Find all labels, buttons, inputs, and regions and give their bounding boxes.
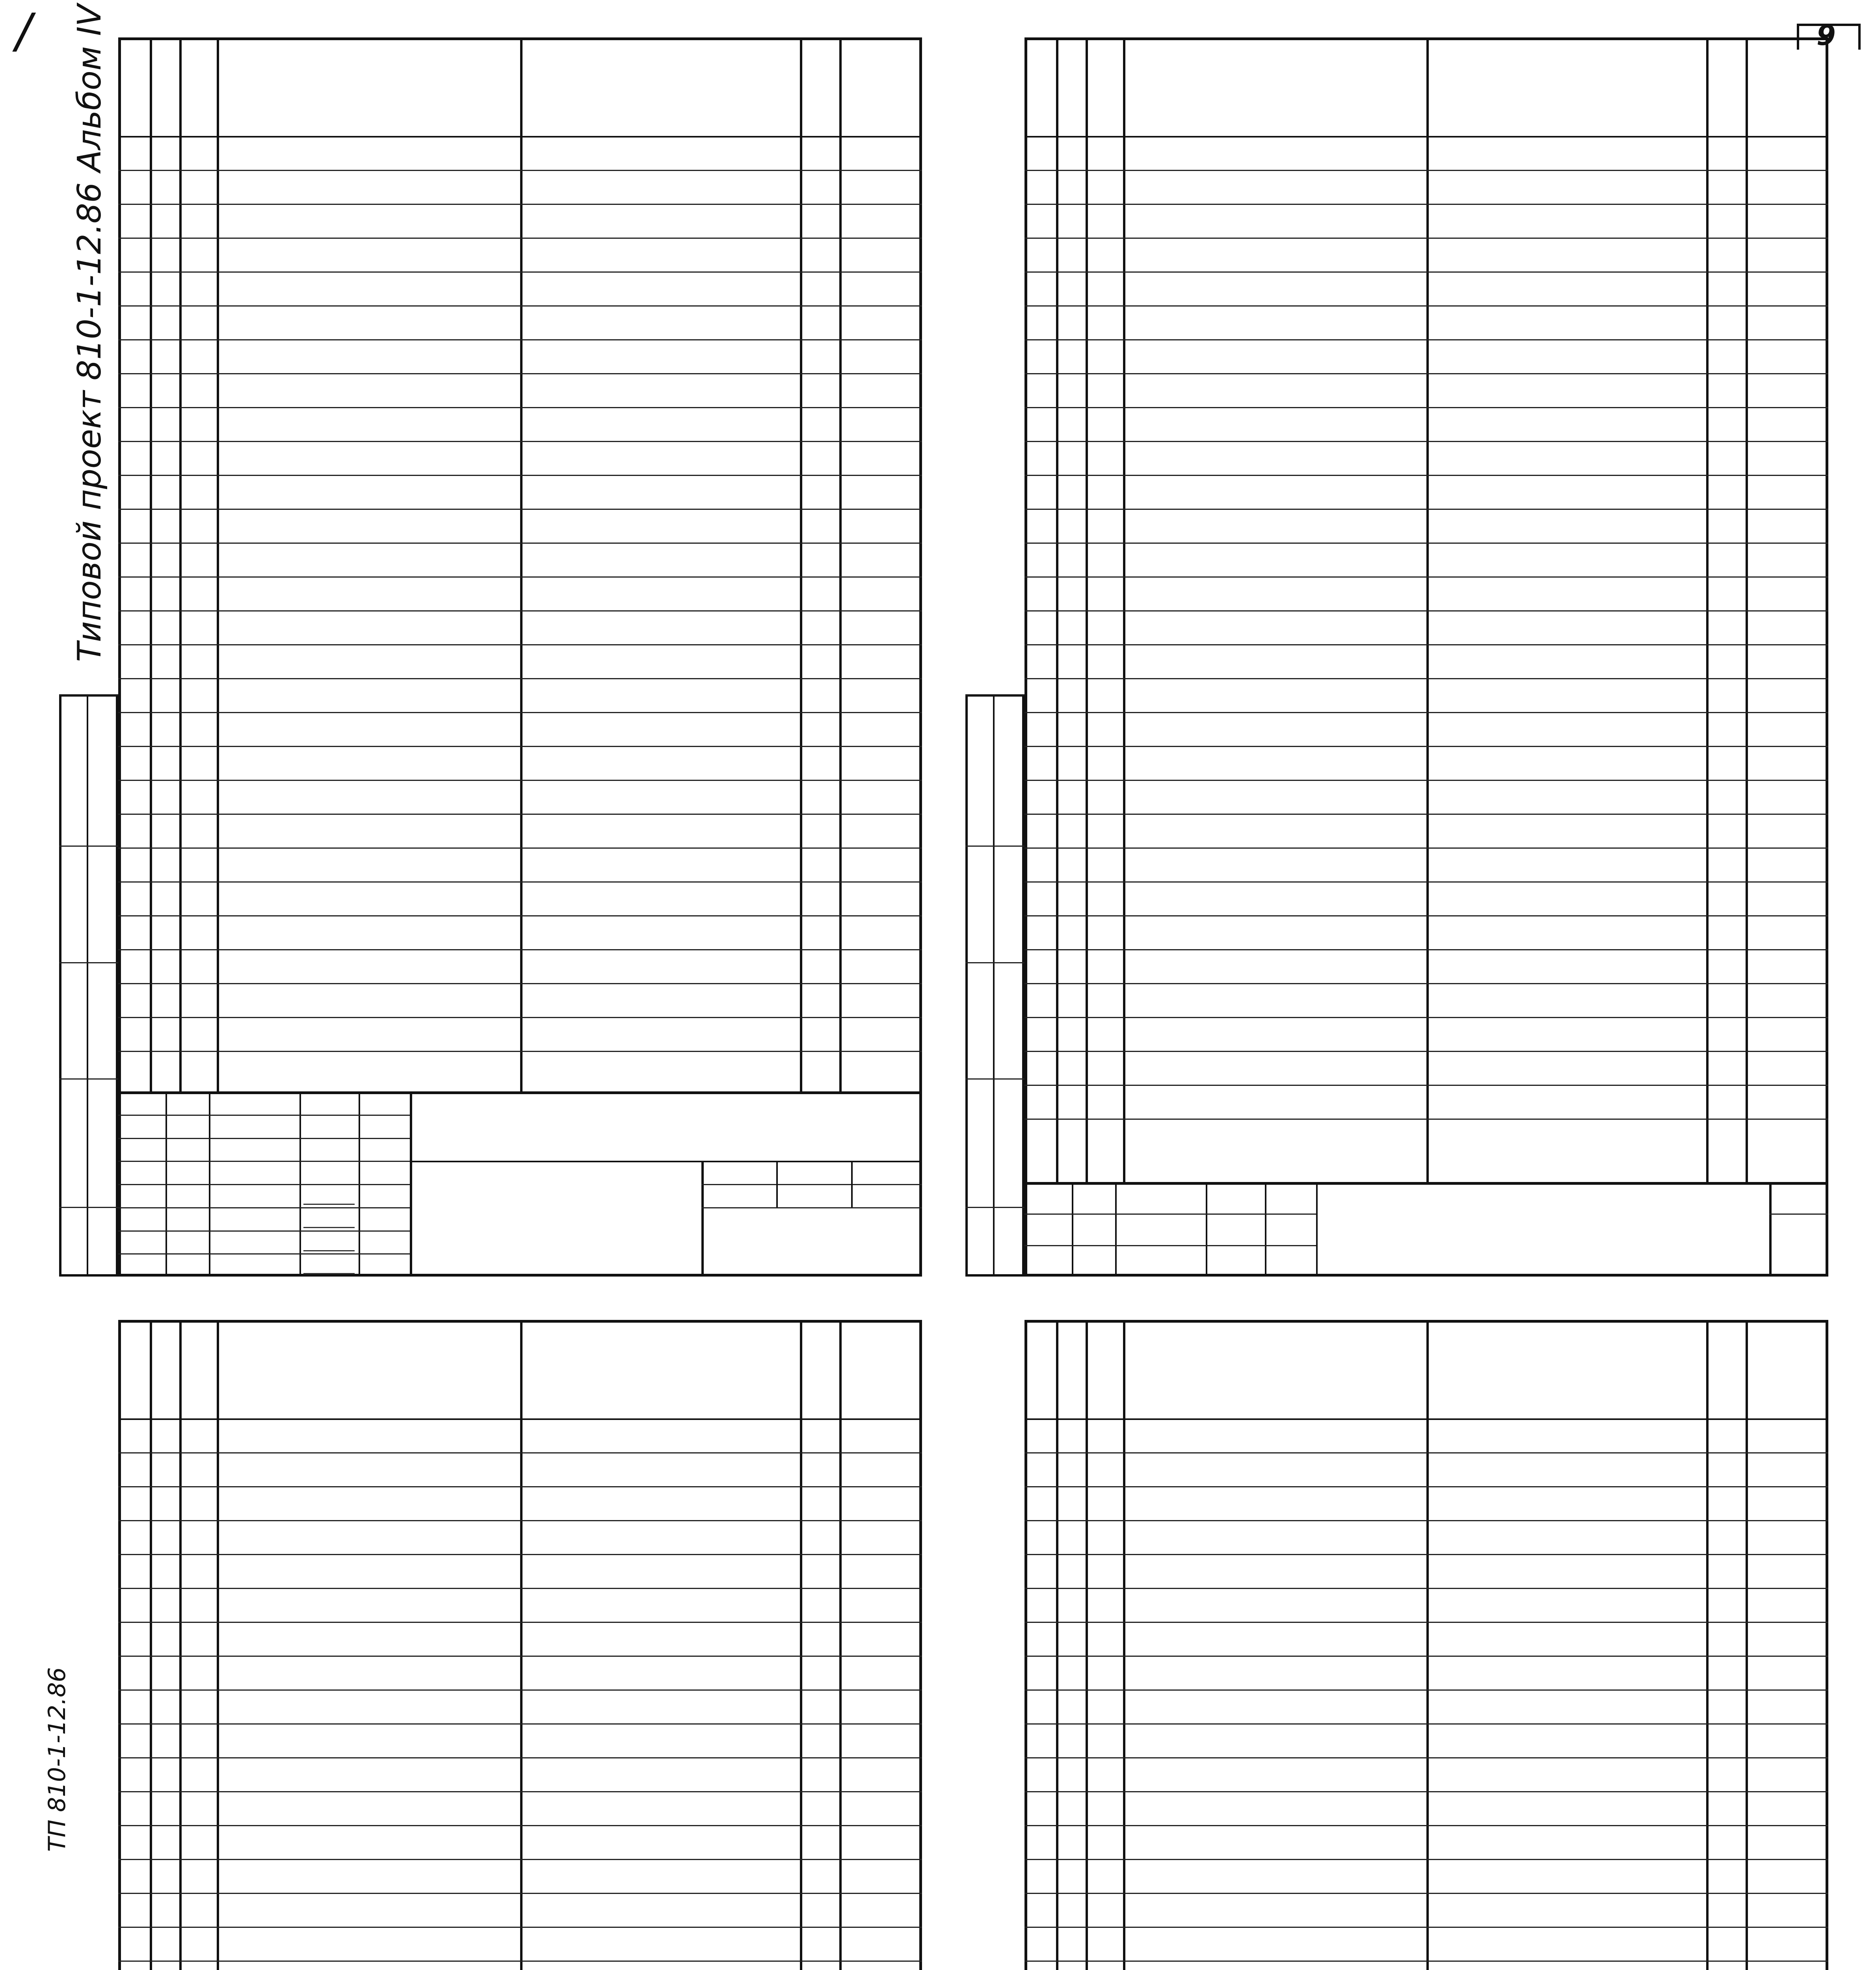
title-grid-row (118, 1184, 410, 1185)
row-rule (1024, 915, 1828, 916)
row-rule (118, 1017, 922, 1018)
stamp-col (87, 694, 88, 1277)
project-label-short: ТП 810-1-12.86 (43, 1667, 71, 1852)
row-rule (118, 1791, 922, 1792)
column-divider (1706, 37, 1709, 1182)
signature-mark (303, 1211, 355, 1228)
row-rule (1024, 1825, 1828, 1826)
row-rule (1024, 339, 1828, 340)
row-rule (118, 271, 922, 273)
stamp-divider (965, 962, 1024, 963)
sheet-cell-divider (1769, 1182, 1772, 1277)
row-rule (118, 339, 922, 340)
row-rule (1024, 475, 1828, 476)
signature-mark (303, 1257, 355, 1274)
row-rule (118, 610, 922, 611)
title-grid-row (118, 1138, 410, 1139)
stamp-divider (59, 1078, 118, 1080)
row-rule (118, 983, 922, 984)
row-rule (1024, 576, 1828, 578)
title-grid-row (118, 1253, 410, 1254)
title-grid-col (1115, 1182, 1117, 1277)
row-rule (1024, 1119, 1828, 1120)
row-rule (1024, 170, 1828, 171)
row-rule (118, 373, 922, 374)
row-rule (1024, 1452, 1828, 1453)
lit-row (701, 1184, 922, 1185)
row-rule (118, 576, 922, 578)
column-divider (520, 37, 522, 1091)
row-rule (1024, 1520, 1828, 1521)
row-rule (118, 1520, 922, 1521)
row-rule (1024, 441, 1828, 442)
row-rule (118, 678, 922, 679)
row-rule (118, 1757, 922, 1758)
row-rule (1024, 1859, 1828, 1860)
row-rule (118, 915, 922, 916)
row-rule (118, 509, 922, 510)
title-grid-row (118, 1207, 410, 1208)
column-divider (217, 37, 219, 1091)
column-divider (179, 1320, 182, 1970)
title-doc-divider (410, 1161, 922, 1162)
stamp-divider (965, 846, 1024, 847)
row-rule (1024, 983, 1828, 984)
stamp-frame (59, 694, 118, 1277)
title-block-top (1024, 1182, 1828, 1185)
row-rule (1024, 238, 1828, 239)
row-rule (1024, 305, 1828, 307)
row-rule (1024, 1085, 1828, 1086)
row-rule (118, 847, 922, 849)
stamp-divider (59, 846, 118, 847)
row-rule (118, 1452, 922, 1453)
row-rule (118, 1689, 922, 1691)
title-grid-col (1316, 1182, 1318, 1277)
row-rule (1024, 1656, 1828, 1657)
row-rule (118, 1825, 922, 1826)
row-rule (1024, 746, 1828, 747)
row-rule (1024, 881, 1828, 883)
column-divider (1123, 1320, 1125, 1970)
row-rule (1024, 949, 1828, 950)
column-divider (839, 1320, 842, 1970)
column-divider (1426, 37, 1429, 1182)
row-rule (118, 1859, 922, 1860)
row-rule (1024, 1927, 1828, 1928)
row-rule (1024, 1622, 1828, 1623)
lit-col (776, 1161, 778, 1207)
title-grid-col (1206, 1182, 1207, 1277)
row-rule (118, 1961, 922, 1962)
stamp-divider (965, 1207, 1024, 1208)
stamp-divider (59, 1207, 118, 1208)
column-divider (1426, 1320, 1429, 1970)
row-rule (1024, 610, 1828, 611)
stamp-divider (965, 1078, 1024, 1080)
stamp-divider (59, 694, 118, 695)
row-rule (1024, 644, 1828, 645)
signature-mark (303, 1234, 355, 1251)
page-number: 9 (1817, 19, 1836, 52)
column-divider (1706, 1320, 1709, 1970)
title-grid-col (1265, 1182, 1266, 1277)
row-rule (118, 881, 922, 883)
column-divider (800, 37, 802, 1091)
row-rule (118, 1588, 922, 1589)
row-rule (1024, 509, 1828, 510)
stamp-divider (965, 694, 1024, 695)
row-rule (1024, 543, 1828, 544)
row-rule (118, 1656, 922, 1657)
title-grid-row (118, 1115, 410, 1116)
row-rule (118, 170, 922, 171)
stamp-divider (59, 962, 118, 963)
row-rule (1024, 271, 1828, 273)
row-rule (118, 475, 922, 476)
column-divider (1746, 1320, 1748, 1970)
row-rule (1024, 780, 1828, 781)
row-rule (118, 949, 922, 950)
column-divider (1056, 37, 1058, 1182)
title-right-divider (701, 1161, 704, 1277)
signature-mark (303, 1188, 355, 1205)
row-rule (1024, 1893, 1828, 1894)
column-divider (150, 1320, 152, 1970)
row-rule (118, 712, 922, 713)
column-divider (520, 1320, 522, 1970)
column-divider (1056, 1320, 1058, 1970)
column-divider (1123, 37, 1125, 1182)
corner-mark: / (16, 4, 32, 59)
column-divider (1086, 37, 1088, 1182)
row-rule (118, 238, 922, 239)
title-grid-row (1024, 1245, 1316, 1246)
row-rule (1024, 814, 1828, 815)
row-rule (1024, 1017, 1828, 1018)
row-rule (1024, 1723, 1828, 1725)
row-rule (118, 407, 922, 408)
row-rule (1024, 1757, 1828, 1758)
column-divider (800, 1320, 802, 1970)
title-grid-row (118, 1230, 410, 1232)
lit-row (701, 1207, 922, 1208)
row-rule (1024, 1554, 1828, 1555)
row-rule (118, 1622, 922, 1623)
stamp-col (993, 694, 995, 1277)
row-rule (118, 543, 922, 544)
row-rule (1024, 1961, 1828, 1962)
column-divider (1746, 37, 1748, 1182)
row-rule (1024, 1486, 1828, 1487)
row-rule (118, 1893, 922, 1894)
title-grid-row (1024, 1214, 1316, 1215)
row-rule (1024, 1588, 1828, 1589)
lit-col (851, 1161, 853, 1207)
stamp-frame (965, 694, 1024, 1277)
column-divider (839, 37, 842, 1091)
title-grid-col (1072, 1182, 1073, 1277)
row-rule (1024, 407, 1828, 408)
row-rule (118, 780, 922, 781)
row-rule (1024, 1791, 1828, 1792)
row-rule (1024, 1051, 1828, 1052)
column-divider (1086, 1320, 1088, 1970)
column-divider (217, 1320, 219, 1970)
row-rule (1024, 712, 1828, 713)
sheet-cell-row (1769, 1214, 1828, 1215)
row-rule (118, 814, 922, 815)
title-block-top (118, 1091, 922, 1094)
row-rule (1024, 204, 1828, 205)
column-divider (179, 37, 182, 1091)
row-rule (1024, 373, 1828, 374)
row-rule (118, 204, 922, 205)
row-rule (1024, 678, 1828, 679)
column-divider (150, 37, 152, 1091)
row-rule (118, 1051, 922, 1052)
row-rule (1024, 1689, 1828, 1691)
row-rule (118, 1723, 922, 1725)
project-label: Типовой проект 810-1-12.86 Альбом IV (71, 4, 108, 662)
row-rule (118, 1554, 922, 1555)
row-rule (118, 1927, 922, 1928)
row-rule (118, 305, 922, 307)
row-rule (118, 644, 922, 645)
row-rule (118, 441, 922, 442)
title-block-divider (410, 1091, 412, 1277)
title-grid-row (118, 1161, 410, 1162)
row-rule (1024, 847, 1828, 849)
row-rule (118, 1486, 922, 1487)
row-rule (118, 746, 922, 747)
